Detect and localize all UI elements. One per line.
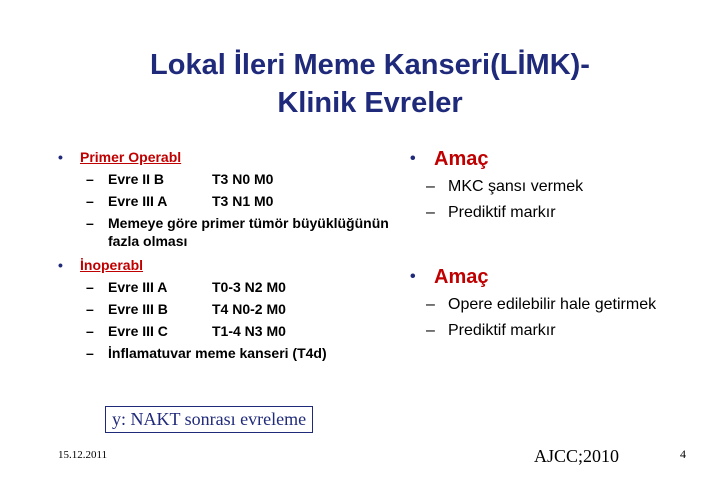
goal-2-item (410, 294, 700, 316)
slide-date: 15.12.2011 (58, 449, 108, 461)
primer-operabl-label: Primer Operabl (80, 149, 182, 165)
nakt-note-box: y: NAKT sonrası evreleme (105, 406, 313, 433)
source-citation: AJCC;2010 (534, 446, 620, 466)
stage-tnm: T3 N0 M0 (212, 171, 274, 187)
bullet-dot-icon: • (58, 257, 63, 273)
goal-1-item (410, 202, 700, 224)
goal-2-item-text: Prediktif markır (448, 322, 556, 339)
inflammatory-row (56, 344, 416, 362)
goal-2-item (410, 320, 700, 342)
stage-name: Evre III A (108, 279, 168, 295)
goal-1-item-text: MKC şansı vermek (448, 178, 584, 195)
bullet-dot-icon: • (410, 268, 416, 285)
stage-tnm: T1-4 N3 M0 (212, 323, 286, 339)
stage-tnm: T4 N0-2 M0 (212, 301, 286, 317)
bullet-primer-operabl (56, 148, 416, 166)
left-column (56, 148, 416, 362)
stage-row (56, 322, 416, 340)
title-line-1: Lokal İleri Meme Kanseri(LİMK)- (150, 49, 590, 81)
stage-tnm: T3 N1 M0 (212, 193, 274, 209)
goal-1-item (410, 176, 700, 198)
goal-1-item-text: Prediktif markır (448, 204, 556, 221)
inoperabl-label: İnoperabl (80, 257, 144, 273)
inflammatory-text: İnflamatuvar meme kanseri (T4d) (108, 345, 327, 361)
goal-1-label: Amaç (434, 148, 489, 170)
bullet-dot-icon: • (58, 149, 63, 165)
dash-icon: – (426, 204, 435, 221)
goal-1-heading (410, 146, 700, 172)
primer-note (56, 214, 398, 250)
goal-2-item-text: Opere edilebilir hale getirmek (448, 296, 657, 313)
dash-icon: – (426, 296, 435, 313)
right-column (410, 146, 700, 342)
dash-icon: – (426, 178, 435, 195)
title-line-2: Klinik Evreler (277, 87, 463, 119)
goal-2-label: Amaç (434, 266, 489, 288)
dash-icon: – (86, 345, 94, 361)
dash-icon: – (86, 171, 94, 187)
dash-icon: – (86, 279, 94, 295)
goal-2-heading (410, 264, 700, 290)
dash-icon: – (86, 323, 94, 339)
stage-tnm: T0-3 N2 M0 (212, 279, 286, 295)
bullet-dot-icon: • (410, 150, 416, 167)
page-number: 4 (680, 447, 686, 461)
dash-icon: – (86, 215, 94, 231)
stage-name: Evre II B (108, 171, 165, 187)
stage-name: Evre III C (108, 323, 168, 339)
stage-name: Evre III A (108, 193, 168, 209)
dash-icon: – (86, 193, 94, 209)
bullet-inoperabl (56, 256, 416, 274)
dash-icon: – (86, 301, 94, 317)
dash-icon: – (426, 322, 435, 339)
stage-row (56, 192, 416, 210)
primer-note-text: Memeye göre primer tümör büyüklüğünün fazla olması (108, 215, 389, 249)
stage-row (56, 278, 416, 296)
slide-title (60, 46, 680, 122)
stage-row (56, 170, 416, 188)
stage-name: Evre III B (108, 301, 168, 317)
stage-row (56, 300, 416, 318)
